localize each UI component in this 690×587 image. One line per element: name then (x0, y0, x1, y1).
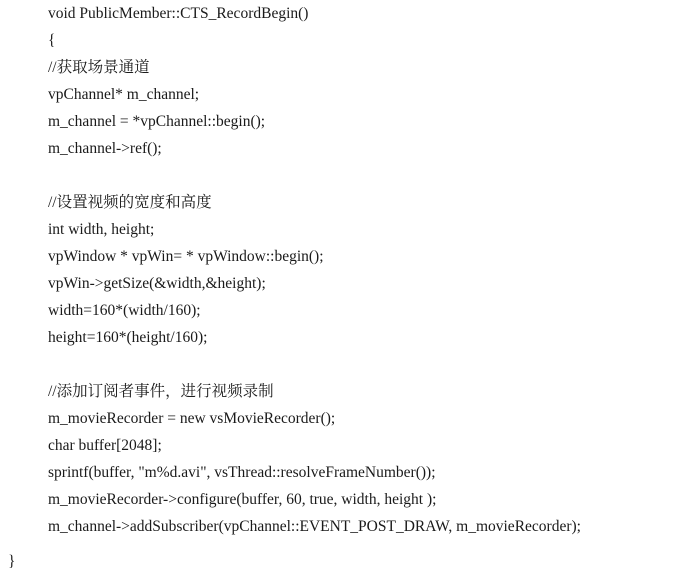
code-line-open-brace: { (48, 32, 56, 49)
code-line: m_channel->addSubscriber(vpChannel::EVENT_POST_DRAW, m_movieRecorder); (48, 518, 581, 535)
code-line-close-brace: } (8, 553, 16, 570)
code-line: m_movieRecorder = new vsMovieRecorder(); (48, 410, 336, 427)
code-line: int width, height; (48, 221, 155, 238)
code-line: vpWin->getSize(&width,&height); (48, 275, 266, 292)
code-line: height=160*(height/160); (48, 329, 208, 346)
code-line: vpWindow * vpWin= * vpWindow::begin(); (48, 248, 324, 265)
code-line: m_movieRecorder->configure(buffer, 60, true, width, height ); (48, 491, 437, 508)
code-line: char buffer[2048]; (48, 437, 162, 454)
code-line: vpChannel* m_channel; (48, 86, 200, 103)
code-line-comment: //设置视频的宽度和高度 (48, 194, 212, 211)
code-line-function-signature: void PublicMember::CTS_RecordBegin() (48, 5, 309, 22)
code-line-comment: //添加订阅者事件，进行视频录制 (48, 383, 274, 400)
code-line: sprintf(buffer, "m%d.avi", vsThread::resolveFrameNumber()); (48, 464, 436, 481)
code-line: width=160*(width/160); (48, 302, 201, 319)
code-line: m_channel->ref(); (48, 140, 162, 157)
code-line-comment: //获取场景通道 (48, 59, 150, 76)
code-line: m_channel = *vpChannel::begin(); (48, 113, 266, 130)
